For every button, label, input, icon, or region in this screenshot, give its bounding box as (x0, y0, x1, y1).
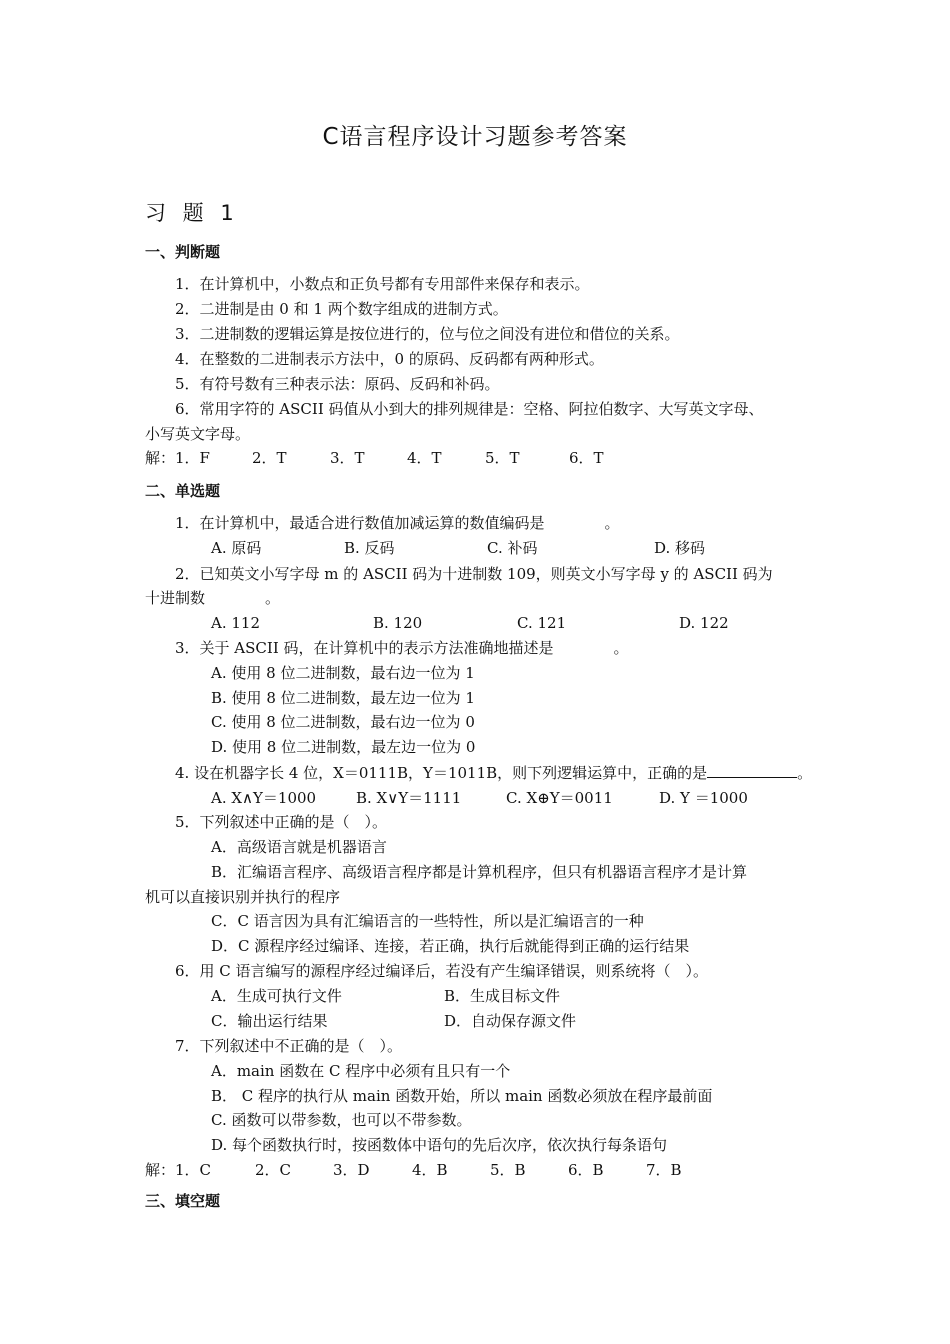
judge-question-6-cont: 小写英文字母。 (145, 425, 251, 443)
option: D. 移码 (654, 539, 706, 557)
section-heading-judge: 一、判断题 (145, 243, 221, 261)
option: B. 反码 (344, 539, 395, 557)
judge-answer-6: 6．T (569, 449, 604, 467)
chapter-heading: 习 题 1 (145, 201, 239, 225)
single-question-5: 5．下列叙述中正确的是（ ）。 (175, 813, 388, 831)
option: B．汇编语言程序、高级语言程序都是计算机程序，但只有机器语言程序才是计算 (211, 863, 748, 881)
single-answer-3: 3．D (333, 1161, 370, 1179)
judge-question-4: 4．在整数的二进制表示方法中，0 的原码、反码都有两种形式。 (175, 350, 604, 368)
option: D. Y ＝1000 (659, 789, 748, 807)
judge-question-2: 2．二进制是由 0 和 1 两个数字组成的进制方式。 (175, 300, 508, 318)
single-answer-2: 2．C (255, 1161, 292, 1179)
option: B. 使用 8 位二进制数，最左边一位为 1 (211, 689, 475, 707)
single-answer-1: 1．C (175, 1161, 212, 1179)
option: A. X∧Y＝1000 (211, 789, 317, 807)
single-question-3: 3．关于 ASCII 码，在计算机中的表示方法准确地描述是 。 (175, 639, 629, 657)
option: B． C 程序的执行从 main 函数开始，所以 main 函数必须放在程序最前面 (211, 1087, 713, 1105)
option: C. 函数可以带参数，也可以不带参数。 (211, 1111, 472, 1129)
single-question-7: 7．下列叙述中不正确的是（ ）。 (175, 1037, 403, 1055)
section-heading-fill: 三、填空题 (145, 1192, 221, 1210)
option: A. 原码 (211, 539, 262, 557)
option: A. 使用 8 位二进制数，最右边一位为 1 (211, 664, 475, 682)
judge-answer-3: 3．T (330, 449, 365, 467)
option: A. 112 (211, 614, 260, 632)
single-question-2: 2．已知英文小写字母 m 的 ASCII 码为十进制数 109，则英文小写字母 y 的 ASCII 码为 (175, 565, 773, 583)
option: A．生成可执行文件 (211, 987, 342, 1005)
option: D．自动保存源文件 (444, 1012, 577, 1030)
single-answer-7: 7．B (646, 1161, 682, 1179)
option: C. 使用 8 位二进制数，最右边一位为 0 (211, 713, 475, 731)
single-question-2-cont: 十进制数 。 (145, 589, 281, 607)
single-question-4: 4. 设在机器字长 4 位，X＝0111B，Y＝1011B，则下列逻辑运算中，正确的是 。 (175, 764, 813, 782)
option: D. 每个函数执行时，按函数体中语句的先后次序，依次执行每条语句 (211, 1136, 668, 1154)
option: D. 122 (679, 614, 729, 632)
option: C．C 语言因为具有汇编语言的一些特性，所以是汇编语言的一种 (211, 912, 644, 930)
single-answer-5: 5．B (490, 1161, 526, 1179)
judge-answer-5: 5．T (485, 449, 520, 467)
judge-answer-2: 2．T (252, 449, 287, 467)
judge-question-1: 1．在计算机中，小数点和正负号都有专用部件来保存和表示。 (175, 275, 590, 293)
option: B．生成目标文件 (444, 987, 561, 1005)
option: C. 121 (517, 614, 567, 632)
option: B. 120 (373, 614, 423, 632)
option-cont: 机可以直接识别并执行的程序 (145, 888, 341, 906)
single-question-6: 6．用 C 语言编写的源程序经过编译后，若没有产生编译错误，则系统将（ ）。 (175, 962, 709, 980)
section-heading-single: 二、单选题 (145, 482, 221, 500)
document-title: C语言程序设计习题参考答案 (322, 124, 628, 150)
option: D．C 源程序经过编译、连接，若正确，执行后就能得到正确的运行结果 (211, 937, 690, 955)
option: B. X∨Y＝1111 (356, 789, 462, 807)
single-answer-6: 6．B (568, 1161, 604, 1179)
judge-question-5: 5．有符号数有三种表示法：原码、反码和补码。 (175, 375, 500, 393)
judge-question-3: 3．二进制数的逻辑运算是按位进行的，位与位之间没有进位和借位的关系。 (175, 325, 680, 343)
option: C．输出运行结果 (211, 1012, 328, 1030)
option: C. 补码 (487, 539, 538, 557)
judge-answer-4: 4．T (407, 449, 442, 467)
judge-question-6: 6．常用字符的 ASCII 码值从小到大的排列规律是：空格、阿拉伯数字、大写英文字母、 (175, 400, 764, 418)
option: C. X⊕Y＝0011 (506, 789, 613, 807)
answer-label: 解： (145, 1161, 176, 1179)
answer-label: 解： (145, 449, 176, 467)
option: A．高级语言就是机器语言 (211, 838, 387, 856)
single-answer-4: 4．B (412, 1161, 448, 1179)
option: D. 使用 8 位二进制数，最左边一位为 0 (211, 738, 476, 756)
judge-answer-1: 1．F (175, 449, 210, 467)
option: A．main 函数在 C 程序中必须有且只有一个 (211, 1062, 511, 1080)
single-question-1: 1．在计算机中，最适合进行数值加减运算的数值编码是 。 (175, 514, 620, 532)
